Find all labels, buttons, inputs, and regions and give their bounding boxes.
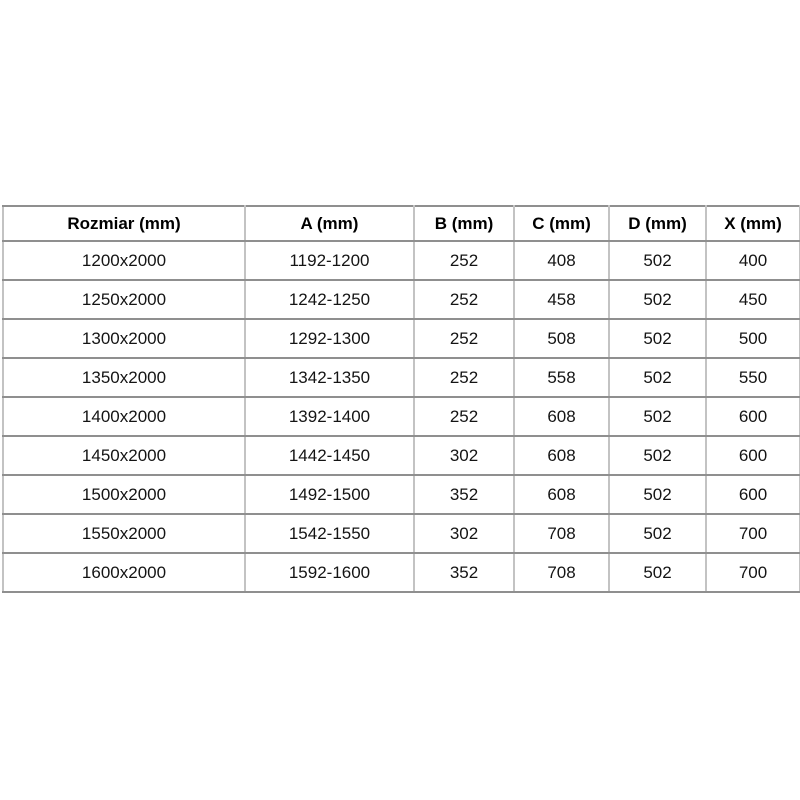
table-cell: 502 [609,358,706,397]
size-spec-table-container [2,205,799,593]
table-cell: 508 [514,319,609,358]
table-cell: 1392-1400 [245,397,414,436]
table-cell: 600 [706,436,800,475]
table-cell: 608 [514,436,609,475]
table-cell: 352 [414,475,514,514]
table-cell: 1242-1250 [245,280,414,319]
table-cell: 1192-1200 [245,241,414,280]
table-cell: 1400x2000 [3,397,245,436]
column-header-rozmiar: Rozmiar (mm) [3,206,245,241]
table-cell: 1600x2000 [3,553,245,592]
column-header-x: X (mm) [706,206,800,241]
table-row [3,241,800,280]
table-row [3,553,800,592]
table-cell: 450 [706,280,800,319]
table-cell: 1342-1350 [245,358,414,397]
table-cell: 502 [609,475,706,514]
table-cell: 502 [609,241,706,280]
table-row [3,475,800,514]
table-cell: 1292-1300 [245,319,414,358]
table-row [3,514,800,553]
table-cell: 1492-1500 [245,475,414,514]
table-cell: 408 [514,241,609,280]
table-cell: 500 [706,319,800,358]
table-cell: 1542-1550 [245,514,414,553]
table-row [3,319,800,358]
table-cell: 502 [609,280,706,319]
column-header-c: C (mm) [514,206,609,241]
size-spec-table [2,205,800,593]
table-header-row [3,206,800,241]
table-body [3,241,800,592]
table-cell: 400 [706,241,800,280]
table-cell: 600 [706,475,800,514]
table-cell: 252 [414,319,514,358]
table-cell: 502 [609,553,706,592]
table-cell: 252 [414,358,514,397]
column-header-b: B (mm) [414,206,514,241]
column-header-a: A (mm) [245,206,414,241]
table-row [3,397,800,436]
table-cell: 252 [414,241,514,280]
table-cell: 252 [414,397,514,436]
table-cell: 302 [414,436,514,475]
table-cell: 1550x2000 [3,514,245,553]
table-cell: 1450x2000 [3,436,245,475]
table-row [3,280,800,319]
table-cell: 502 [609,436,706,475]
table-cell: 1592-1600 [245,553,414,592]
table-cell: 608 [514,397,609,436]
table-row [3,358,800,397]
table-cell: 502 [609,514,706,553]
table-cell: 1350x2000 [3,358,245,397]
table-cell: 708 [514,553,609,592]
table-row [3,436,800,475]
table-cell: 252 [414,280,514,319]
table-cell: 1250x2000 [3,280,245,319]
table-cell: 1442-1450 [245,436,414,475]
table-cell: 502 [609,319,706,358]
table-cell: 1500x2000 [3,475,245,514]
table-cell: 550 [706,358,800,397]
table-cell: 502 [609,397,706,436]
table-cell: 458 [514,280,609,319]
table-cell: 700 [706,514,800,553]
table-cell: 708 [514,514,609,553]
table-cell: 558 [514,358,609,397]
table-cell: 1300x2000 [3,319,245,358]
table-cell: 352 [414,553,514,592]
table-cell: 302 [414,514,514,553]
table-cell: 700 [706,553,800,592]
table-cell: 608 [514,475,609,514]
table-cell: 1200x2000 [3,241,245,280]
table-cell: 600 [706,397,800,436]
column-header-d: D (mm) [609,206,706,241]
